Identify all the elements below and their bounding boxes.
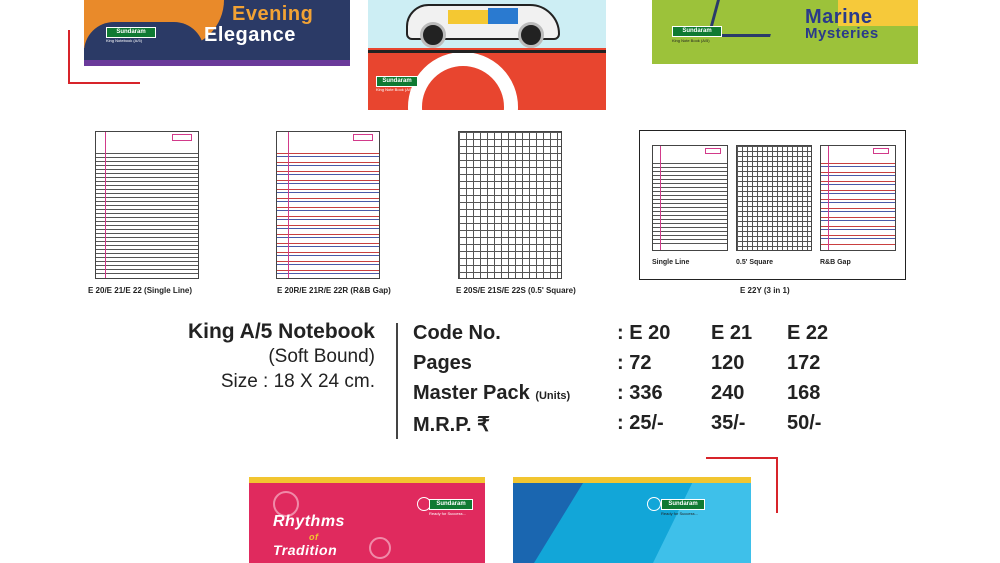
page-logo (353, 134, 373, 141)
track-white-curve (408, 52, 518, 110)
spec-label: M.R.P. ₹ (413, 414, 490, 436)
combo-label-single-line: Single Line (652, 259, 690, 266)
cover-tagline: Ready for Success... (429, 511, 466, 516)
cover-title-line1: Evening (232, 3, 314, 25)
spec-value: E 22 (787, 322, 829, 344)
cover-race-car (368, 0, 606, 110)
page-logo (172, 134, 192, 141)
corner-accent-top-left-h (68, 82, 140, 84)
spec-value: : 72 (617, 352, 652, 374)
car-wheel-right (518, 22, 544, 48)
cover-pattern-circle (369, 537, 391, 559)
cover-brand-logo: Sundaram (429, 499, 473, 510)
cover-dark-panel (513, 483, 583, 563)
spec-value: 172 (787, 352, 821, 374)
car-stripe-blue (488, 8, 518, 24)
car-stripe-yellow (448, 10, 488, 24)
corner-accent-bottom-right-h (706, 457, 778, 459)
page-sample-caption: E 20S/E 21S/E 22S (0.5' Square) (456, 286, 576, 295)
page-sample-rb-gap (276, 131, 380, 279)
spec-divider (396, 323, 398, 439)
cover-marine-mysteries (652, 0, 918, 64)
cover-brand-logo: Sundaram (376, 76, 418, 87)
cover-tagline: King Note Book (A/5) (376, 87, 414, 92)
spec-value: 35/- (711, 412, 746, 434)
spec-row-pages (413, 352, 472, 375)
combo-sample-frame (639, 130, 906, 280)
track-line (368, 50, 606, 53)
corner-accent-top-left (68, 30, 70, 82)
cover-top-stripe (513, 477, 751, 483)
combo-page-single-line (652, 145, 728, 251)
cover-blue-abstract (513, 477, 751, 563)
page-logo (873, 148, 889, 154)
spec-row-mrp (413, 412, 490, 437)
cover-tagline: Ready for Success... (661, 511, 698, 516)
spec-label: Master Pack (413, 382, 530, 404)
margin-line (660, 146, 661, 250)
margin-line (288, 132, 289, 278)
spec-value: E 21 (711, 322, 753, 344)
cover-light-panel (653, 483, 751, 563)
ruled-lines (277, 150, 379, 274)
cover-brand-logo: Sundaram (106, 27, 156, 38)
page-sample-caption: E 20R/E 21R/E 22R (R&B Gap) (277, 286, 391, 295)
spec-unit: (Units) (535, 390, 571, 402)
cover-top-stripe (249, 477, 485, 483)
page-sample-single-line (95, 131, 199, 279)
cover-brand-logo: Sundaram (672, 26, 722, 37)
cover-tagline: King Note Book (A/5) (672, 38, 710, 43)
ruled-lines (821, 160, 895, 246)
combo-sample-caption: E 22Y (3 in 1) (740, 286, 790, 295)
cover-tagline: King Notebook (A/5) (106, 38, 143, 43)
page-logo (705, 148, 721, 154)
cover-title-mid: of (309, 532, 319, 542)
cover-title-line1: Marine (805, 6, 873, 28)
combo-label-square: 0.5' Square (736, 259, 774, 266)
spec-value: : 25/- (617, 412, 664, 434)
spec-value: 120 (711, 352, 745, 374)
spec-value: 168 (787, 382, 821, 404)
cover-stripe (84, 60, 350, 66)
product-size: Size : 18 X 24 cm. (220, 371, 375, 392)
spec-row-code (413, 322, 501, 345)
cover-evening-elegance (84, 0, 350, 66)
spec-value: : E 20 (617, 322, 671, 344)
corner-accent-bottom-right-v (776, 457, 778, 513)
combo-page-square (736, 145, 812, 251)
spec-value: : 336 (617, 382, 663, 404)
cover-title-line1: Rhythms (273, 513, 345, 530)
page-sample-caption: E 20/E 21/E 22 (Single Line) (88, 286, 193, 295)
cover-title-line2: Tradition (273, 542, 338, 558)
product-binding: (Soft Bound) (268, 346, 375, 367)
cover-title-line2: Elegance (204, 24, 296, 46)
cover-brand-logo: Sundaram (661, 499, 705, 510)
ruled-lines (653, 160, 727, 246)
spec-label: Code No. (413, 322, 501, 344)
cover-rhythms-of-tradition (249, 477, 485, 563)
product-name: King A/5 Notebook (187, 320, 375, 343)
car-wheel-left (420, 22, 446, 48)
combo-label-rb-gap: R&B Gap (820, 259, 851, 266)
ruled-lines (96, 150, 198, 274)
spec-row-master-pack (413, 382, 570, 405)
margin-line (828, 146, 829, 250)
brand-emblem-icon (647, 497, 661, 511)
cover-title-line2: Mysteries (805, 25, 879, 42)
spec-value: 240 (711, 382, 745, 404)
page-sample-square (458, 131, 562, 279)
spec-value: 50/- (787, 412, 822, 434)
spec-label: Pages (413, 352, 472, 374)
combo-page-rb-gap (820, 145, 896, 251)
margin-line (105, 132, 106, 278)
